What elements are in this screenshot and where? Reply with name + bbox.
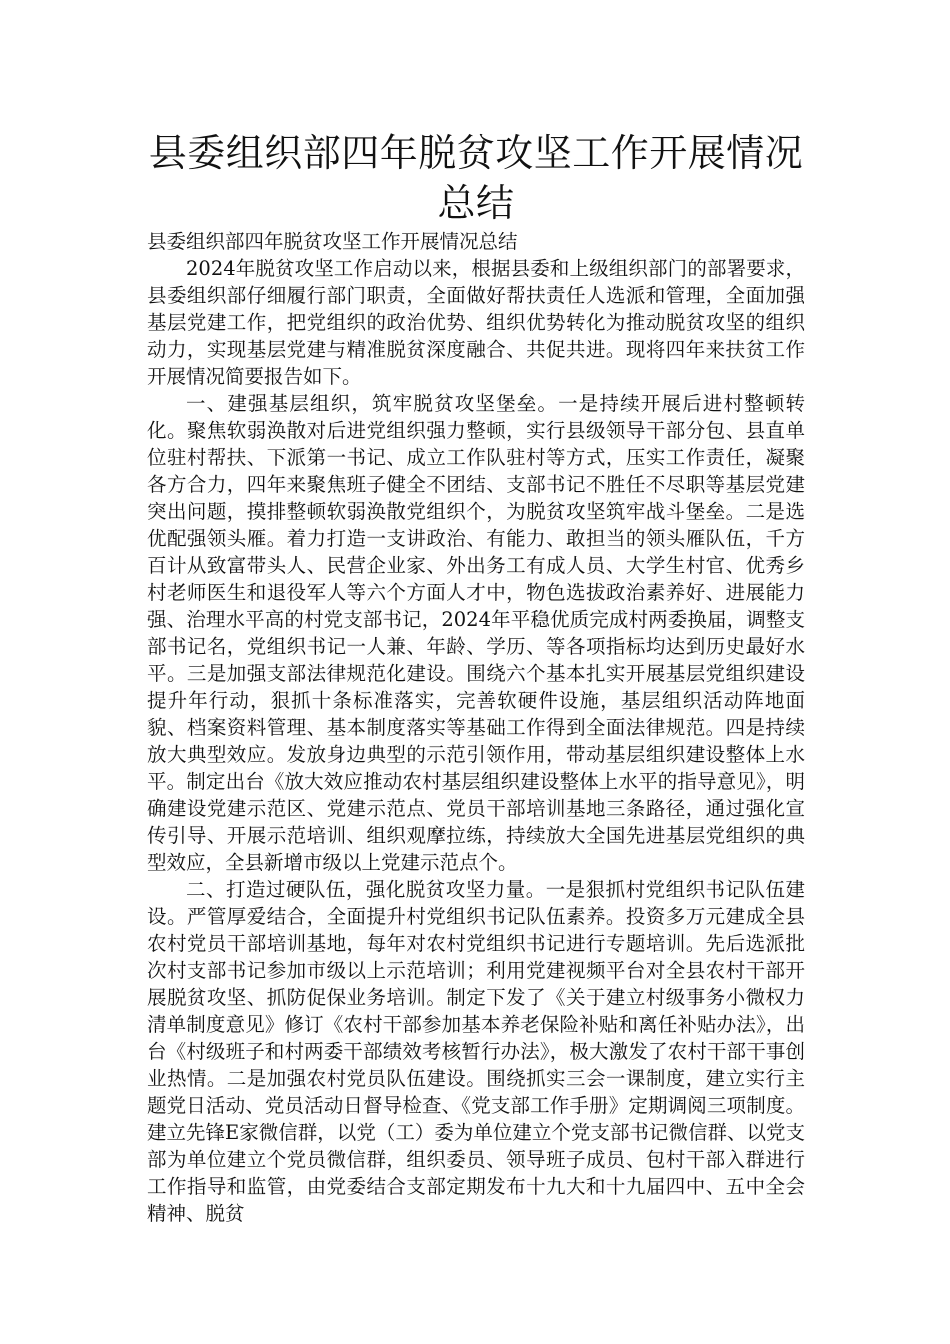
paragraph-intro: 2024年脱贫攻坚工作启动以来，根据县委和上级组织部门的部署要求，县委组织部仔细履行部门职责，全面做好帮扶责任人选派和管理，全面加强基层党建工作，把党组织的政治优势、组织优势转化为推动脱贫攻坚的组织动力，实现基层党建与精准脱贫深度融合、共促共进。现将四年来扶贫工作开展情况简要报告如下。: [147, 257, 805, 388]
title-line-2: 总结: [437, 181, 515, 225]
paragraph-section-1: 一、建强基层组织，筑牢脱贫攻坚堡垒。一是持续开展后进村整顿转化。聚焦软弱涣散对后进党组织强力整顿，实行县级领导干部分包、县直单位驻村帮扶、下派第一书记、成立工作队驻村等方式，压实工作责任，凝聚各方合力，四年来聚焦班子健全不团结、支部书记不胜任不尽职等基层党建突出问题，摸排整顿软弱涣散党组织个，为脱贫攻坚筑牢战斗堡垒。二是选优配强领头雁。着力打造一支讲政治、有能力、敢担当的领头雁队伍，千方百计从致富带头人、民营企业家、外出务工有成人员、大学生村官、优秀乡村老师医生和退役军人等六个方面人才中，物色选拔政治素养好、进展能力强、治理水平高的村党支部书记，2024年平稳优质完成村两委换届，调整支部书记名，党组织书记一人兼、年龄、学历、等各项指标均达到历史最好水平。三是加强支部法律规范化建设。围绕六个基本扎实开展基层党组织建设提升年行动，狠抓十条标准落实，完善软硬件设施，基层组织活动阵地面貌、档案资料管理、基本制度落实等基础工作得到全面法律规范。四是持续放大典型效应。发放身边典型的示范引领作用，带动基层组织建设整体上水平。制定出台《放大效应推动农村基层组织建设整体上水平的指导意见》，明确建设党建示范区、党建示范点、党员干部培训基地三条路径，通过强化宣传引导、开展示范培训、组织观摩拉练，持续放大全国先进基层党组织的典型效应，全县新增市级以上党建示范点个。: [147, 392, 805, 874]
paragraph-section-2: 二、打造过硬队伍，强化脱贫攻坚力量。一是狠抓村党组织书记队伍建设。严管厚爱结合，全面提升村党组织书记队伍素养。投资多万元建成全县农村党员干部培训基地，每年对农村党组织书记进行专题培训。先后选派批次村支部书记参加市级以上示范培训；利用党建视频平台对全县农村干部开展脱贫攻坚、抓防促保业务培训。制定下发了《关于建立村级事务小微权力清单制度意见》修订《农村干部参加基本养老保险补贴和离任补贴办法》，出台《村级班子和村两委干部绩效考核暂行办法》，极大激发了农村干部干事创业热情。二是加强农村党员队伍建设。围绕抓实三会一课制度，建立实行主题党日活动、党员活动日督导检查、《党支部工作手册》定期调阅三项制度。建立先锋E家微信群，以党（工）委为单位建立个党支部书记微信群、以党支部为单位建立个党员微信群，组织委员、领导班子成员、包村干部入群进行工作指导和监管，由党委结合支部定期发布十九大和十九届四中、五中全会精神、脱贫: [147, 878, 805, 1225]
document-title: [147, 128, 805, 228]
document-subtitle: 县委组织部四年脱贫攻坚工作开展情况总结: [147, 230, 518, 253]
title-line-1: 县委组织部四年脱贫攻坚工作开展情况: [148, 131, 804, 175]
